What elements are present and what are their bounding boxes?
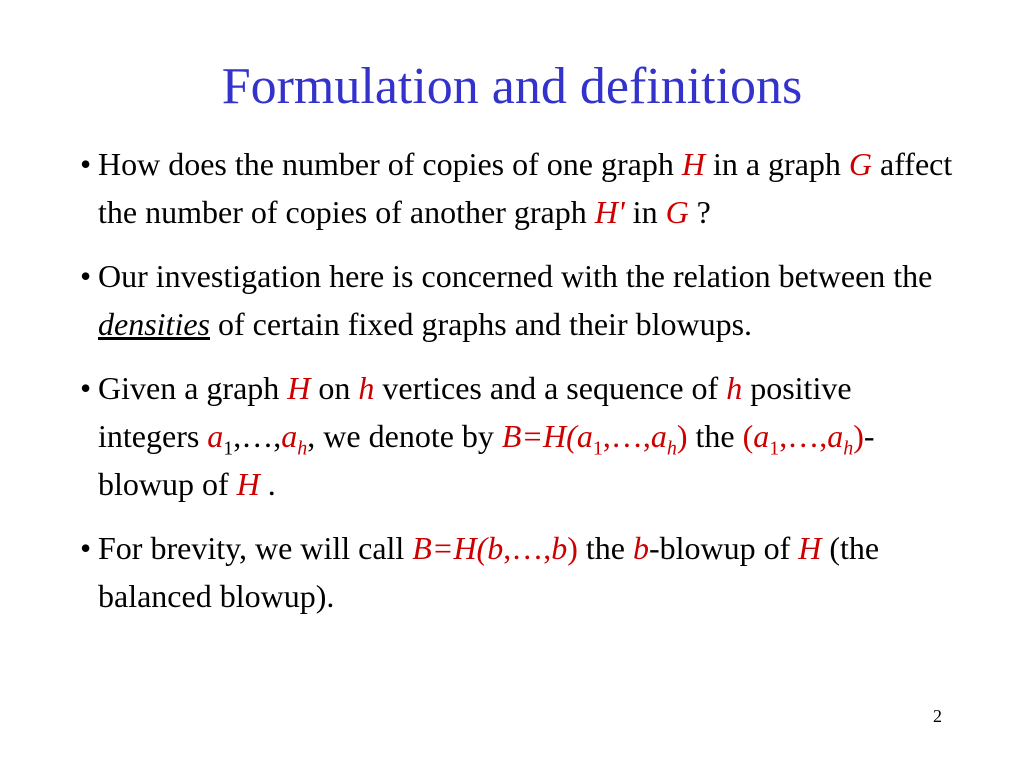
text: , we denote by — [307, 418, 502, 454]
bullet-icon: • — [80, 530, 92, 566]
text: the — [577, 530, 633, 566]
math-var: H' — [594, 194, 625, 230]
subscript: 1 — [223, 437, 234, 460]
text: ? — [688, 194, 711, 230]
text: in a graph — [704, 146, 849, 182]
math-var: b — [632, 530, 649, 566]
text: How does the number of copies of one graph — [98, 146, 682, 182]
text: affect the number of copies of another graph — [98, 146, 953, 230]
text: Given a graph — [98, 370, 288, 406]
page-number: 2 — [933, 706, 942, 726]
math-text: ( — [742, 418, 754, 454]
bullet-icon: • — [80, 370, 92, 406]
math-var: G — [848, 146, 873, 182]
math-var: a — [576, 418, 593, 454]
text: . — [259, 466, 276, 502]
text: (the balanced blowup). — [98, 530, 880, 614]
slide-title: Formulation and definitions — [221, 58, 803, 115]
math-text: ) — [567, 530, 578, 566]
text: vertices and a sequence of — [374, 370, 727, 406]
math-var: b — [487, 530, 504, 566]
math-var: a — [827, 418, 844, 454]
text: positive integers — [98, 370, 852, 454]
math-var: B=H( — [412, 530, 488, 566]
text: ,…, — [233, 418, 282, 454]
math-var: H — [681, 146, 705, 182]
bullet-item-2 — [80, 252, 960, 348]
bullet-icon: • — [80, 258, 92, 294]
math-var: H — [236, 466, 260, 502]
math-text: ,…, — [779, 418, 828, 454]
math-var: a — [207, 418, 224, 454]
subscript: h — [666, 437, 677, 460]
subscript: 1 — [592, 437, 603, 460]
bullet-item-4 — [80, 524, 960, 620]
text: in — [624, 194, 666, 230]
text: Our investigation here is concerned with the relation between the — [98, 258, 933, 294]
math-var: h — [726, 370, 743, 406]
subscript: 1 — [769, 437, 780, 460]
text: For brevity, we will call — [98, 530, 413, 566]
text: of certain fixed graphs and their blowups. — [209, 306, 753, 342]
math-var: a — [753, 418, 770, 454]
math-var: G — [665, 194, 689, 230]
math-var: h — [358, 370, 375, 406]
math-var: B=H( — [501, 418, 577, 454]
math-text: ,…, — [602, 418, 651, 454]
math-var: H — [287, 370, 311, 406]
math-text: ,…, — [503, 530, 552, 566]
math-text: ) — [676, 418, 688, 454]
math-var: a — [650, 418, 667, 454]
bullet-item-3 — [80, 364, 960, 508]
emphasis-text: densities — [98, 306, 210, 342]
text: the — [687, 418, 743, 454]
math-var: b — [551, 530, 568, 566]
text: -blowup of — [648, 530, 799, 566]
bullet-icon: • — [80, 146, 92, 182]
bullet-list — [80, 140, 960, 636]
text: on — [310, 370, 359, 406]
math-var: H — [798, 530, 822, 566]
subscript: h — [297, 437, 308, 460]
math-text: ) — [853, 418, 864, 454]
text: -blowup of — [98, 418, 875, 502]
bullet-item-1 — [80, 140, 960, 236]
subscript: h — [843, 437, 854, 460]
math-var: a — [281, 418, 298, 454]
